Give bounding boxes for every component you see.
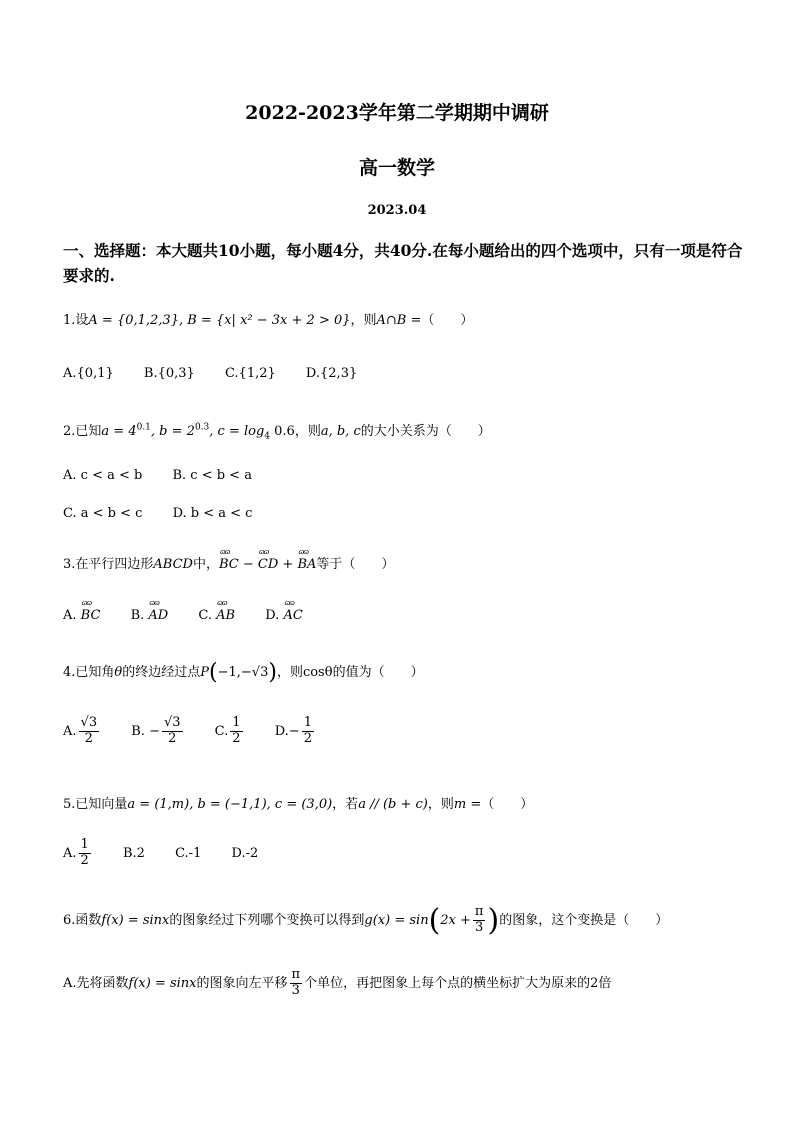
- option-a[interactable]: A. ɷɷ BC: [63, 608, 100, 623]
- option-c[interactable]: C. ɷɷ AB: [198, 608, 235, 623]
- exam-subtitle: 高一数学: [358, 157, 435, 179]
- option-d[interactable]: D.-2: [231, 845, 259, 861]
- option-b[interactable]: B. c < b < a: [172, 468, 252, 483]
- option-a[interactable]: A. $\frac{√3}{2}$: [63, 715, 98, 746]
- option-a[interactable]: A.{0,1}: [63, 366, 114, 381]
- question-2: 2.已知$a = 4^{0.1}$, $b = 2^{0.3}$, $c = \log_4 0.6$，则a, b, c的大小关系为（ ）: [63, 422, 491, 442]
- question-2-options-row2: [63, 506, 278, 521]
- option-c[interactable]: C. a < b < c: [63, 506, 143, 521]
- question-2-options-row1: [63, 468, 278, 483]
- question-6: 6.函数f(x) = sinx的图象经过下列哪个变换可以得到g(x) = sin(2x + $\frac{\pi}{3}$ )的图象，这个变换是（ ）: [63, 903, 669, 938]
- option-c[interactable]: C.-1: [175, 845, 202, 861]
- question-3: 3.在平行四边形ABCD中，ɷɷ BC − ɷɷ CD + ɷɷ BA等于（ ）: [63, 553, 394, 572]
- option-a[interactable]: A. $\frac{1}{2}$: [63, 837, 89, 868]
- question-6-option-a[interactable]: A.先将函数f(x) = sinx的图象向左平移 $\frac{\pi}{3}$ 个单位，再把图象上每个点的横坐标扩大为原来的2倍: [63, 967, 612, 998]
- section-heading: 一、选择题：本大题共10小题，每小题4分，共40分.在每小题给出的四个选项中，只有一项是符合要求的.: [63, 241, 743, 285]
- option-c[interactable]: C. $\frac{1}{2}$: [214, 715, 241, 746]
- option-a[interactable]: A. c < a < b: [63, 468, 143, 483]
- question-1: 1.设A = {0,1,2,3}, B = {x| x² − 3x + 2 > 0}，则A∩B =（ ）: [63, 313, 474, 328]
- option-d[interactable]: D.− $\frac{1}{2}$: [274, 715, 312, 746]
- question-4-options: [63, 716, 342, 747]
- option-b[interactable]: B.2: [122, 845, 145, 861]
- question-4: 4.已知角θ的终边经过点P(−1,−√3)，则cosθ的值为（ ）: [63, 660, 424, 685]
- question-5: 5.已知向量a = (1,m), b = (−1,1), c = (3,0)，若a // (b + c)，则m =（ ）: [63, 797, 534, 812]
- option-b[interactable]: B. − $\frac{√3}{2}$: [131, 715, 181, 746]
- question-3-options: [63, 608, 329, 623]
- exam-date: 2023.04: [367, 203, 427, 218]
- option-b[interactable]: B.{0,3}: [143, 366, 195, 381]
- option-c[interactable]: C.{1,2}: [224, 366, 276, 381]
- vector-ba: ɷɷ BA: [297, 557, 316, 572]
- option-d[interactable]: D. b < a < c: [172, 506, 253, 521]
- option-d[interactable]: D.{2,3}: [305, 366, 358, 381]
- question-5-options: [63, 838, 284, 869]
- vector-cd: ɷɷ CD: [258, 557, 278, 572]
- vector-bc: ɷɷ BC: [219, 557, 239, 572]
- option-d[interactable]: D. ɷɷ AC: [265, 608, 303, 623]
- question-1-options: [63, 366, 383, 381]
- option-b[interactable]: B. ɷɷ AD: [131, 608, 169, 623]
- exam-title: 2022-2023学年第二学期期中调研: [245, 102, 549, 124]
